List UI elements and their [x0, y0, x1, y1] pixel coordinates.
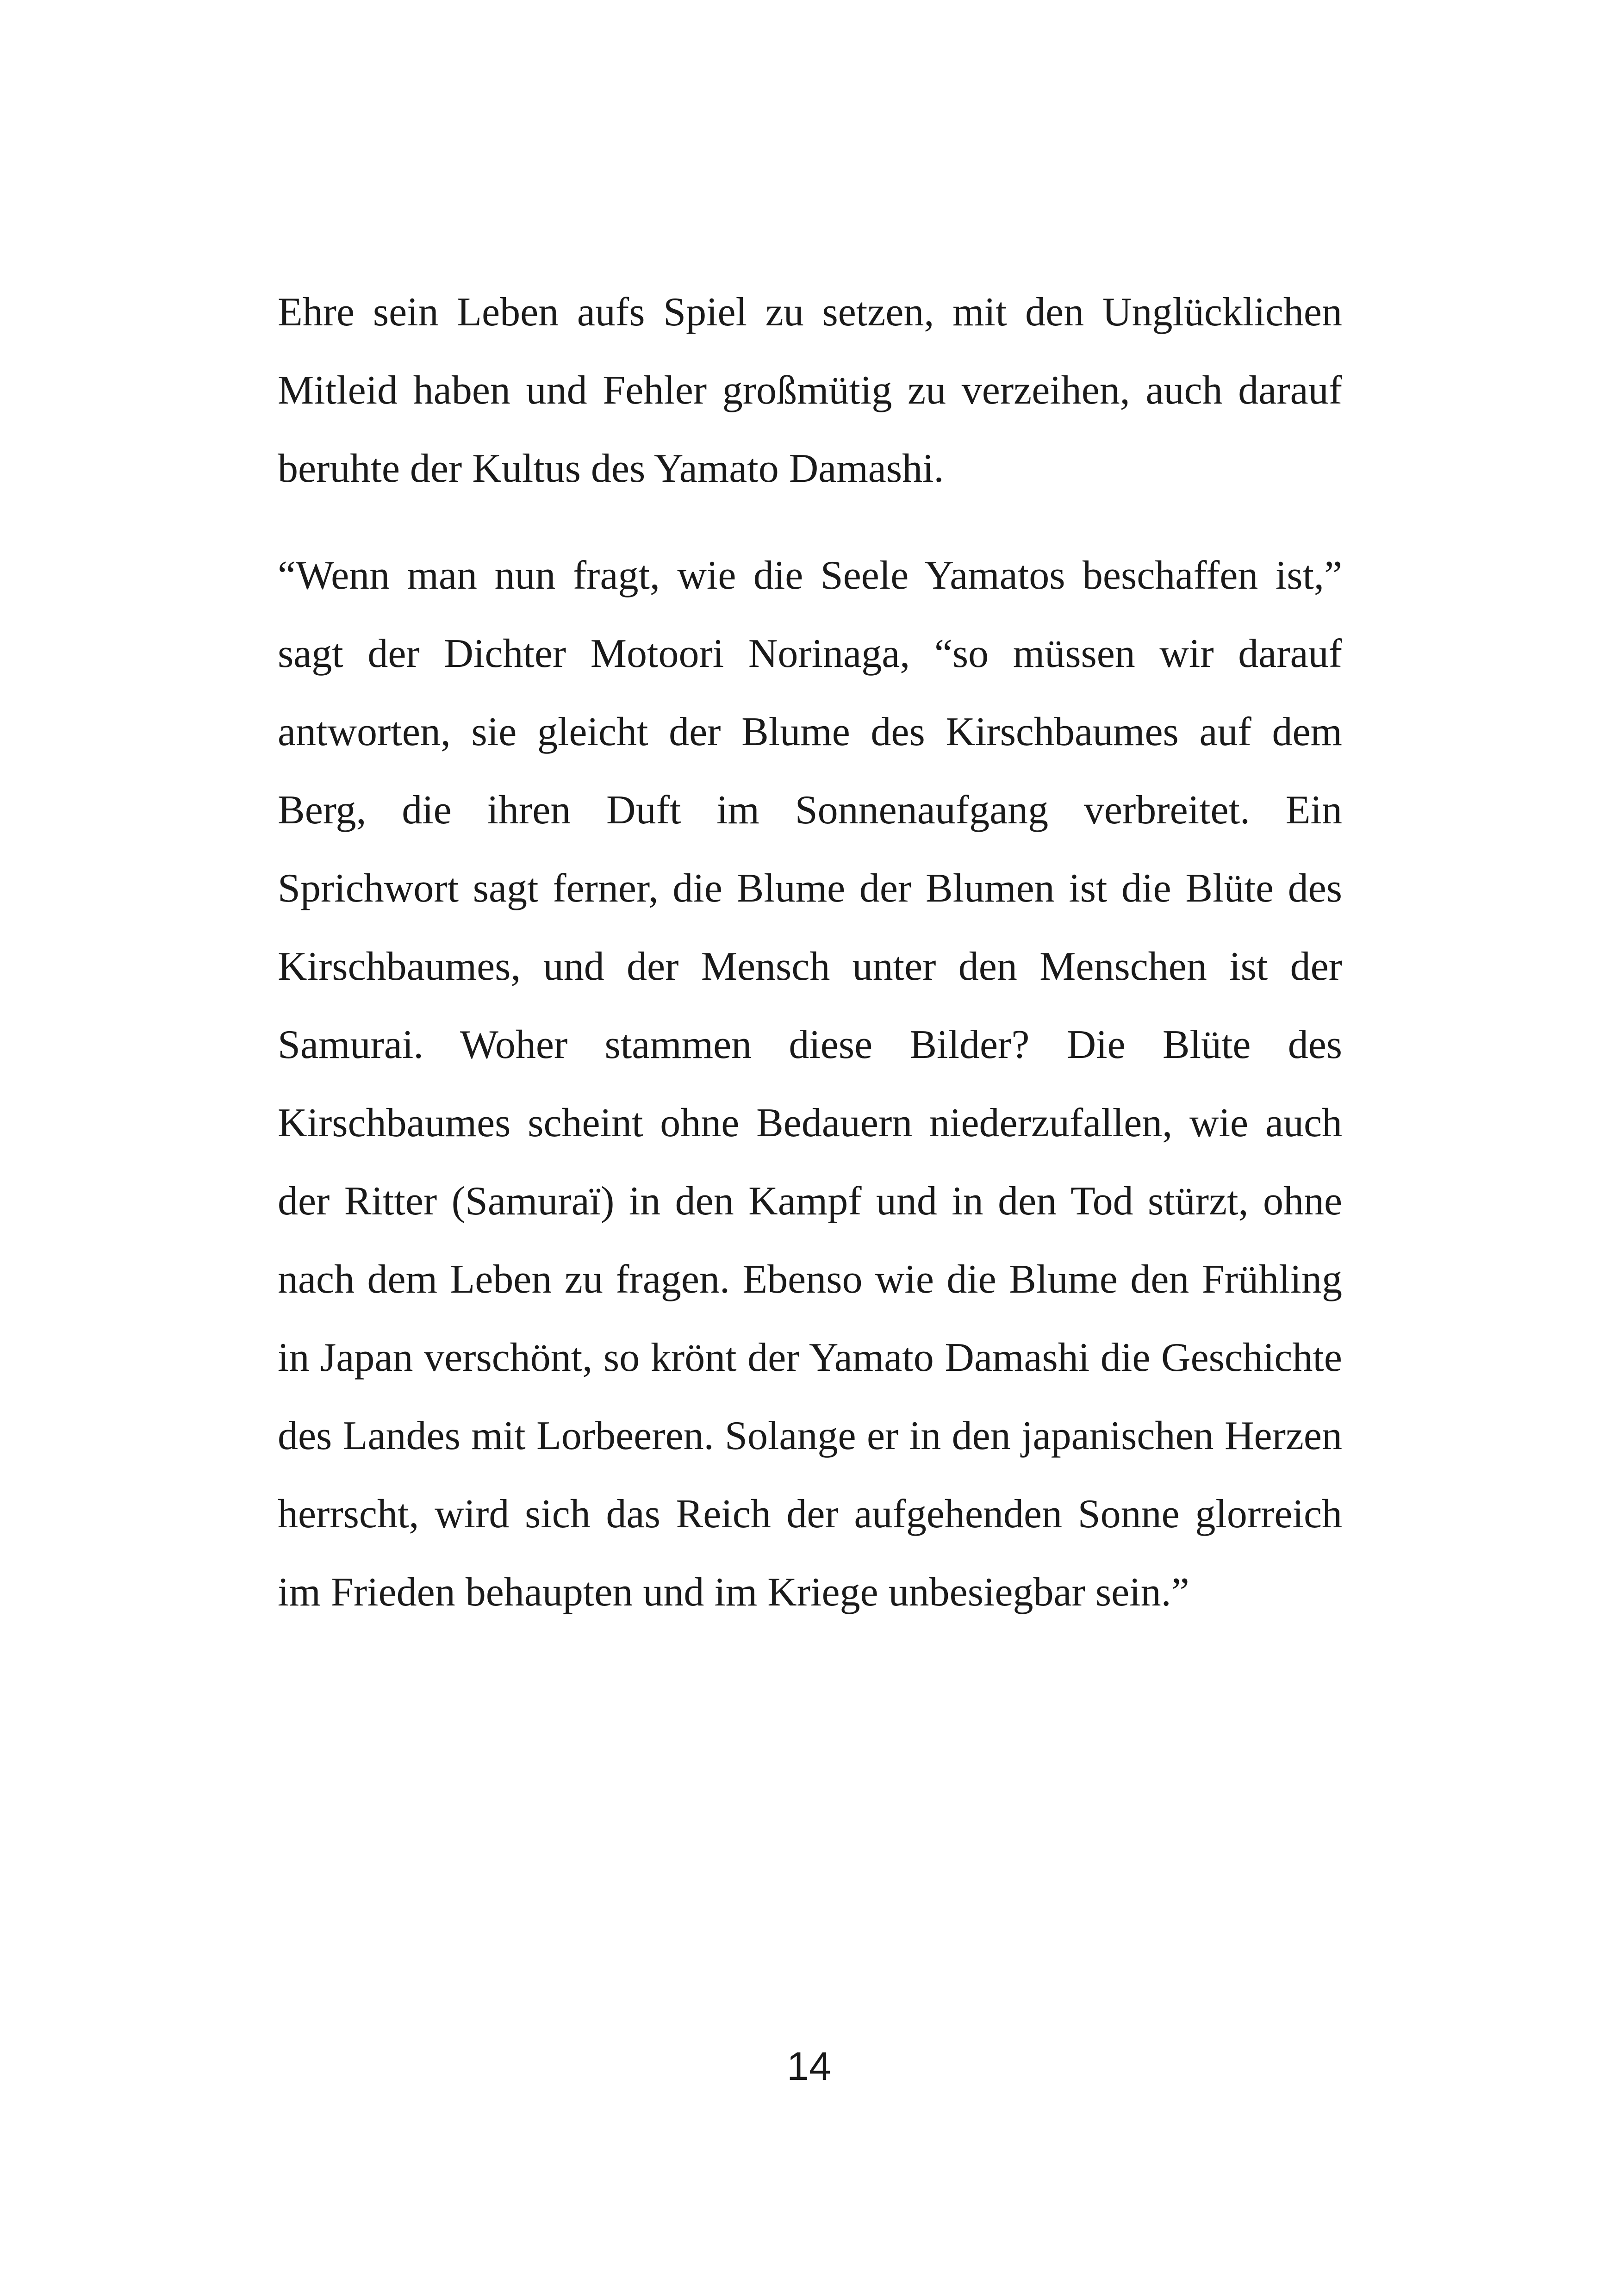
- page-number: 14: [787, 2044, 831, 2089]
- paragraph-2: “Wenn man nun fragt, wie die Seele Yamatos beschaffen ist,” sagt der Dichter Motoori Norinaga, “so müssen wir darauf antworten, sie gleicht der Blume des Kirschbaumes auf dem Berg, die ihren Duft im Sonnenaufgang verbreitet. Ein Sprichwort sagt ferner, die Blume der Blumen ist die Blüte des Kirschbaumes, und der Mensch unter den Menschen ist der Samurai. Woher stammen diese Bilder? Die Blüte des Kirschbaumes scheint ohne Bedauern niederzufallen, wie auch der Ritter (Samuraï) in den Kampf und in den Tod stürzt, ohne nach dem Leben zu fragen. Ebenso wie die Blume den Frühling in Japan verschönt, so krönt der Yamato Damashi die Geschichte des Landes mit Lorbeeren. Solange er in den japanischen Herzen herrscht, wird sich das Reich der aufgehenden Sonne glorreich im Frieden behaupten und im Kriege unbesiegbar sein.”: [278, 553, 1342, 1615]
- paragraph-1: Ehre sein Leben aufs Spiel zu setzen, mit den Unglücklichen Mitleid haben und Fehler großmütig zu verzeihen, auch darauf beruhte der Kultus des Yamato Damashi.: [278, 290, 1342, 491]
- body-text: [278, 273, 1342, 1631]
